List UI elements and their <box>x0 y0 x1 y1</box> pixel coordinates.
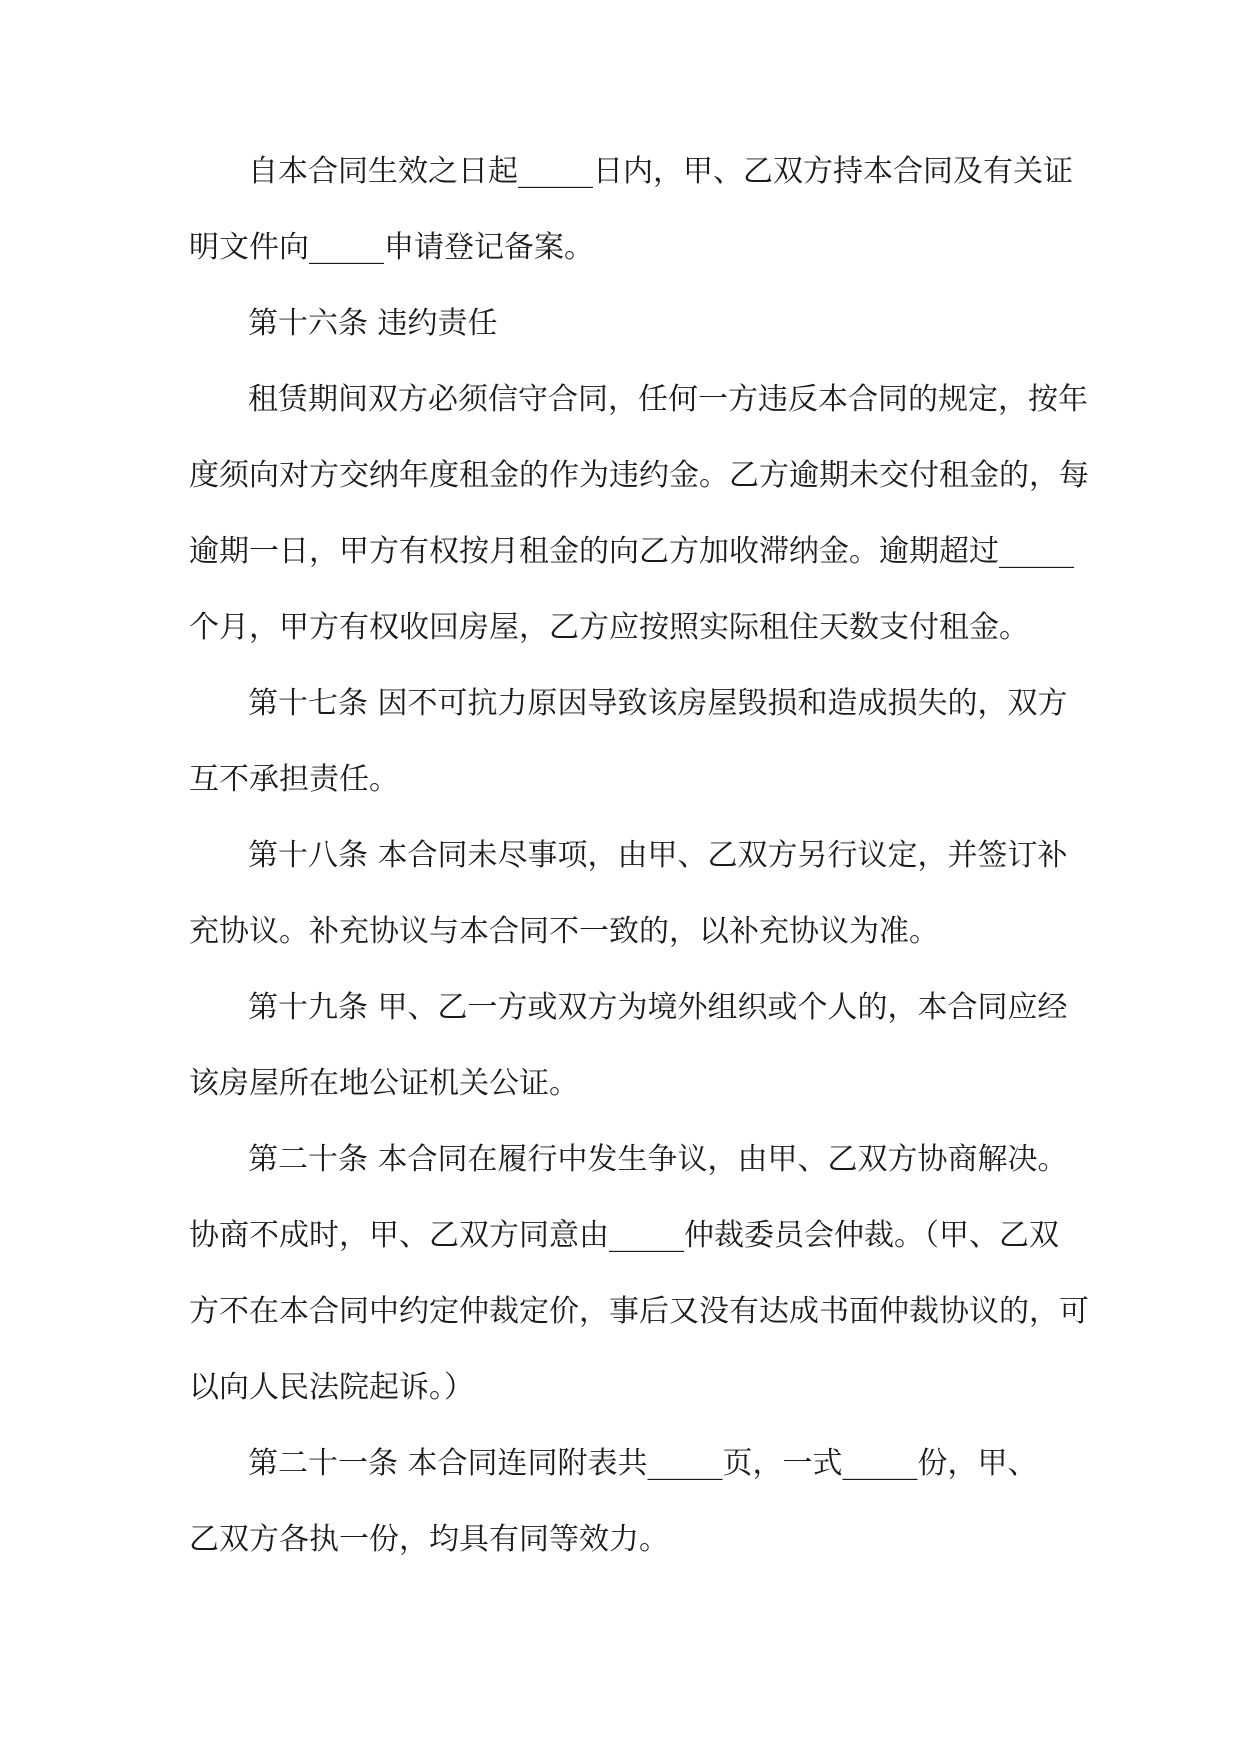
paragraph-line: 第二十条 本合同在履行中发生争议，由甲、乙双方协商解决。 <box>248 1142 1068 1177</box>
paragraph-line: 第十八条 本合同未尽事项，由甲、乙双方另行议定，并签订补 <box>248 838 1068 873</box>
paragraph-line: 自本合同生效之日起_____日内，甲、乙双方持本合同及有关证 <box>248 154 1073 189</box>
paragraph-line: 个月，甲方有权收回房屋，乙方应按照实际租住天数支付租金。 <box>189 610 1029 645</box>
paragraph-line: 第十九条 甲、乙一方或双方为境外组织或个人的，本合同应经 <box>248 990 1068 1025</box>
paragraph-line: 乙双方各执一份，均具有同等效力。 <box>189 1522 669 1557</box>
paragraph-line: 协商不成时，甲、乙双方同意由_____仲裁委员会仲裁。（甲、乙双 <box>189 1218 1059 1253</box>
paragraph-line: 第十七条 因不可抗力原因导致该房屋毁损和造成损失的，双方 <box>248 686 1068 721</box>
paragraph-line: 租赁期间双方必须信守合同，任何一方违反本合同的规定，按年 <box>248 382 1088 417</box>
paragraph-line: 互不承担责任。 <box>189 762 399 797</box>
paragraph-line: 充协议。补充协议与本合同不一致的，以补充协议为准。 <box>189 914 939 949</box>
paragraph-line: 第二十一条 本合同连同附表共_____页，一式_____份，甲、 <box>248 1446 1038 1481</box>
paragraph-line: 方不在本合同中约定仲裁定价，事后又没有达成书面仲裁协议的，可 <box>189 1294 1089 1329</box>
paragraph-line: 度须向对方交纳年度租金的作为违约金。乙方逾期未交付租金的，每 <box>189 458 1089 493</box>
paragraph-line: 以向人民法院起诉。） <box>189 1370 474 1405</box>
section-heading: 第十六条 违约责任 <box>248 306 498 341</box>
paragraph-line: 明文件向_____申请登记备案。 <box>189 230 594 265</box>
paragraph-line: 该房屋所在地公证机关公证。 <box>189 1066 579 1101</box>
paragraph-line: 逾期一日，甲方有权按月租金的向乙方加收滞纳金。逾期超过_____ <box>189 534 1074 569</box>
